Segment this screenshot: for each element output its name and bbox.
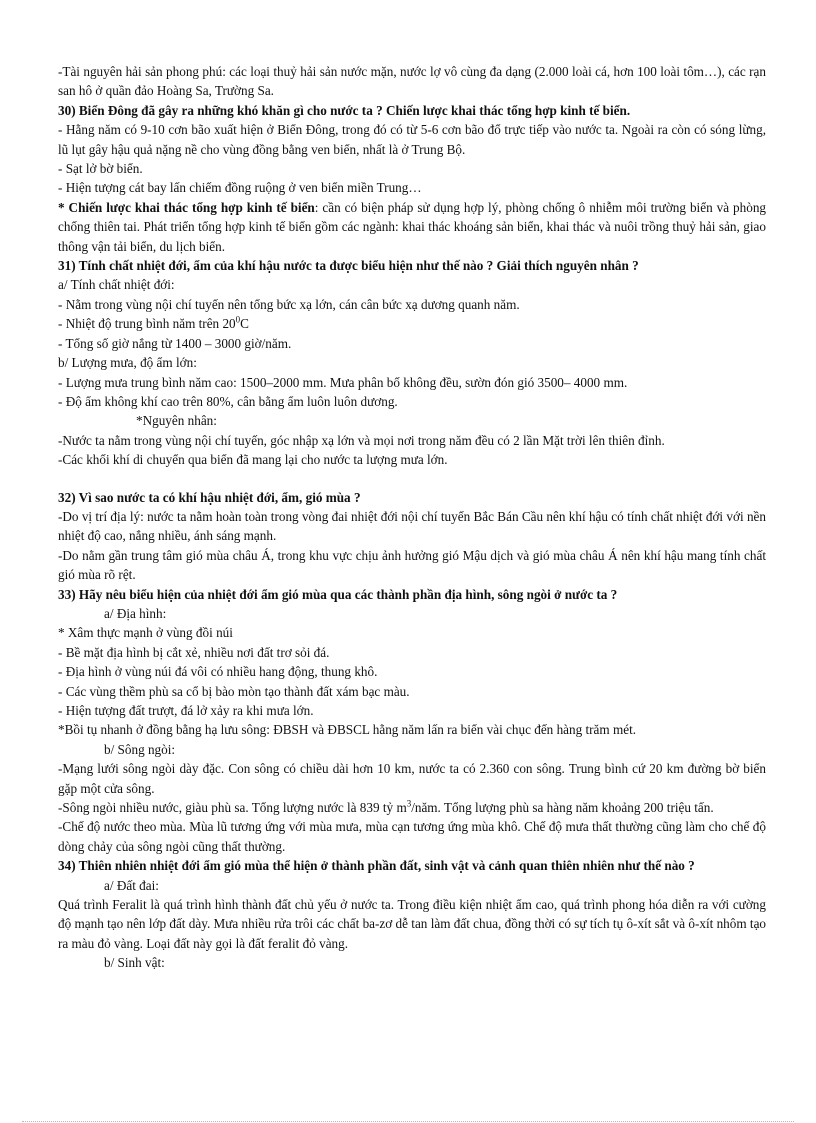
q31-cause-heading: *Nguyên nhân:	[136, 413, 217, 429]
q31-b-item-1: - Lượng mưa trung bình năm cao: 1500–2000 mm. Mưa phân bố không đều, sườn đón gió 3500– 4000 mm.	[58, 374, 628, 390]
q33-b-heading: b/ Sông ngòi:	[104, 741, 176, 757]
q33-b2-text: -Sông ngòi nhiều nước, giàu phù sa. Tổng lượng nước là 839 tỷ m	[58, 800, 407, 816]
paragraph-marine-resources: -Tài nguyên hải sản phong phú: các loại thuỷ hải sản nước mặn, nước lợ vô cùng đa dạng (2.000 loài cá, hơn 100 loài tôm…), các rạn san hô ở quần đảo Hoàng Sa, Trường Sa.	[58, 64, 766, 99]
question-32-title: 32) Vì sao nước ta có khí hậu nhiệt đới, ẩm, gió mùa ?	[58, 489, 361, 505]
document-page	[58, 62, 766, 973]
q34-a-heading: a/ Đất đai:	[104, 877, 159, 893]
q30-sand-encroachment: - Hiện tượng cát bay lấn chiếm đồng ruộng ở ven biển miền Trung…	[58, 180, 422, 196]
q33-b2-rest: /năm. Tổng lượng phù sa hàng năm khoảng 200 triệu tấn.	[411, 800, 714, 816]
cubic-superscript: 3	[406, 798, 412, 809]
q33-a-item-3: - Các vùng thềm phù sa cổ bị bào mòn tạo thành đất xám bạc màu.	[58, 683, 410, 699]
q31-cause-1: -Nước ta nằm trong vùng nội chí tuyến, góc nhập xạ lớn và mọi nơi trong năm đều có 2 lần Mặt trời lên thiên đỉnh.	[58, 432, 665, 448]
q31-a-heading: a/ Tính chất nhiệt đới:	[58, 277, 175, 293]
q33-b-item-3: -Chế độ nước theo mùa. Mùa lũ tương ứng với mùa mưa, mùa cạn tương ứng mùa khô. Chế độ mưa thất thường cũng làm cho chế độ dòng chảy của sông ngòi cũng thất thường.	[58, 819, 766, 854]
q30-storms: - Hằng năm có 9-10 cơn bão xuất hiện ở Biển Đông, trong đó có từ 5-6 cơn bão đổ trực tiếp vào nước ta. Ngoài ra còn có sóng lừng, lũ lụt gây hậu quả nặng nề cho vùng đồng bằng ven biển, nhất là ở Trung Bộ.	[58, 122, 766, 157]
q31-b-item-2: - Độ ẩm không khí cao trên 80%, cân bằng ẩm luôn luôn dương.	[58, 393, 398, 409]
q34-a-paragraph: Quá trình Feralit là quá trình hình thành đất chủ yếu ở nước ta. Trong điều kiện nhiệt ẩm cao, quá trình phong hóa diễn ra với cường độ mạnh tạo nên lớp đất dày. Mưa nhiều rửa trôi các chất ba-zơ dễ tan làm đất chua, đồng thời có sự tích tụ ô-xít sắt và ô-xít nhôm tạo ra màu đỏ vàng. Loại đất này gọi là đất feralit đỏ vàng.	[58, 897, 767, 951]
q33-a-item-5: *Bồi tụ nhanh ở đồng bằng hạ lưu sông: ĐBSH và ĐBSCL hằng năm lấn ra biển vài chục đến hàng trăm mét.	[58, 722, 637, 738]
q30-strategy-text: : cần có biện pháp sử dụng hợp lý, phòng chống ô nhiễm môi trường biển và phòng chống thiên tai. Phát triển tổng hợp kinh tế biển gồm các ngành: khai thác khoáng sản biển, khai thác và nuôi trồng thuỷ hải sản, giao thông vận tải biển, du lịch biển.	[58, 199, 767, 254]
q33-a-item-1: - Bề mặt địa hình bị cắt xẻ, nhiều nơi đất trơ sỏi đá.	[58, 644, 330, 660]
q31-a-item-1: - Nằm trong vùng nội chí tuyến nên tổng bức xạ lớn, cán cân bức xạ dương quanh năm.	[58, 296, 520, 312]
degree-superscript: 0	[235, 314, 241, 325]
q32-item-2: -Do nằm gần trung tâm gió mùa châu Á, trong khu vực chịu ảnh hưởng gió Mậu dịch và gió mùa châu Á nên khí hậu mang tính chất gió mùa rõ rệt.	[58, 547, 766, 583]
q30-strategy	[58, 198, 766, 256]
q31-a2-text: - Nhiệt độ trung bình năm trên 20	[58, 316, 236, 332]
question-30-title: 30) Biển Đông đã gây ra những khó khăn gì cho nước ta ? Chiến lược khai thác tổng hợp kinh tế biển.	[58, 102, 631, 118]
q33-b-item-2	[58, 798, 766, 817]
q30-coastal-erosion: - Sạt lở bờ biển.	[58, 161, 143, 177]
q33-a-item-4: - Hiện tượng đất trượt, đá lở xảy ra khi mưa lớn.	[58, 703, 314, 718]
q33-b-item-1: -Mạng lưới sông ngòi dày đặc. Con sông có chiều dài hơn 10 km, nước ta có 2.360 con sông. Trung bình cứ 20 km đường bờ biển gặp một cửa sông.	[58, 761, 766, 796]
q31-a2-unit: C	[240, 316, 249, 332]
q30-strategy-label: * Chiến lược khai thác tổng hợp kinh tế biển	[58, 199, 315, 215]
q32-item-1: -Do vị trí địa lý: nước ta nằm hoàn toàn trong vòng đai nhiệt đới nội chí tuyến Bắc Bán Cầu nên khí hậu có tính chất nhiệt đới với nền nhiệt độ cao, nắng nhiều, ánh sáng mạnh.	[58, 508, 766, 544]
q33-a-subheading: * Xâm thực mạnh ở vùng đồi núi	[58, 625, 233, 641]
question-34-title: 34) Thiên nhiên nhiệt đới ẩm gió mùa thể hiện ở thành phần đất, sinh vật và cảnh quan thiên nhiên như thế nào ?	[58, 858, 695, 874]
q33-a-item-2: - Địa hình ở vùng núi đá vôi có nhiều hang động, thung khô.	[58, 664, 378, 680]
q34-b-heading: b/ Sinh vật:	[104, 955, 165, 971]
q31-a-item-3: - Tổng số giờ nắng từ 1400 – 3000 giờ/năm.	[58, 335, 292, 351]
paragraph-gap	[58, 470, 766, 488]
question-31-title: 31) Tính chất nhiệt đới, ẩm của khí hậu nước ta được biểu hiện như thế nào ? Giải thích nguyên nhân ?	[58, 258, 639, 274]
q31-a-item-2	[58, 314, 766, 333]
page-bottom-rule	[22, 1121, 794, 1122]
question-33-title: 33) Hãy nêu biểu hiện của nhiệt đới ẩm gió mùa qua các thành phần địa hình, sông ngòi ở nước ta ?	[58, 586, 618, 602]
q31-b-heading: b/ Lượng mưa, độ ẩm lớn:	[58, 355, 197, 371]
q33-a-heading: a/ Địa hình:	[104, 605, 167, 621]
q31-cause-2: -Các khối khí di chuyển qua biển đã mang lại cho nước ta lượng mưa lớn.	[58, 452, 448, 468]
